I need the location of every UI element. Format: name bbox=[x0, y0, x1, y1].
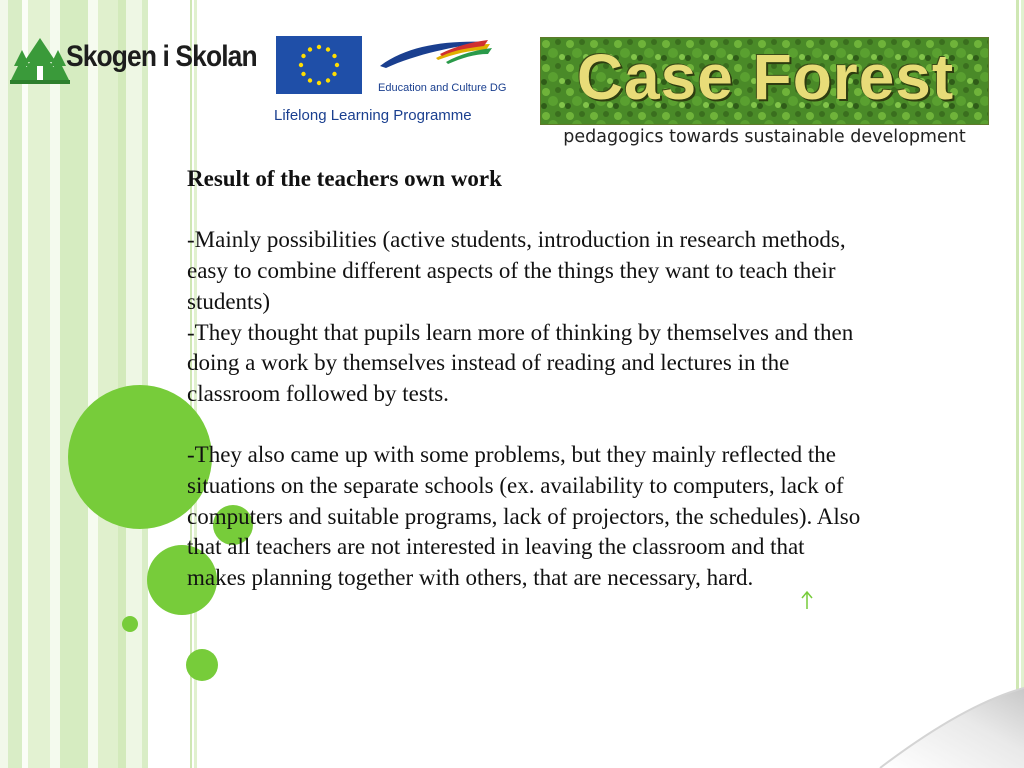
eu-lifelong-learning-logo bbox=[272, 32, 518, 132]
paragraph-possibilities: -Mainly possibilities (active students, introduction in research methods, easy to combine different aspects of the things they want to teach their students) bbox=[187, 227, 846, 314]
decorative-dot bbox=[122, 616, 138, 632]
page-curl-decoration bbox=[800, 660, 1024, 768]
case-forest-logo bbox=[540, 37, 989, 155]
case-forest-title: Case Forest bbox=[576, 41, 955, 113]
slide-content bbox=[187, 164, 867, 594]
arrow-up-icon bbox=[800, 590, 814, 610]
decorative-circle-bottom bbox=[186, 649, 218, 681]
paragraph-problems: -They also came up with some problems, but they mainly reflected the situations on the separate schools (ex. availability to computers, lack of computers and suitable programs, lack of projectors, the schedules). Also that all teachers are not interested in leaving the classroom and that makes planning together with others, that are necessary, hard. bbox=[187, 442, 861, 591]
case-forest-subtitle: pedagogics towards sustainable development bbox=[563, 127, 966, 147]
education-culture-label: Education and Culture DG bbox=[378, 82, 507, 94]
case-forest-banner bbox=[540, 37, 989, 125]
eu-flag-icon bbox=[276, 36, 362, 94]
skogen-logo-text: Skogen i Skolan bbox=[66, 40, 257, 73]
slide-heading: Result of the teachers own work bbox=[187, 166, 502, 191]
paragraph-pupils-learning: -They thought that pupils learn more of thinking by themselves and then doing a work by themselves instead of reading and lectures in the classroom followed by tests. bbox=[187, 319, 854, 406]
tree-logo-icon bbox=[10, 36, 70, 88]
skogen-i-skolan-logo bbox=[0, 30, 270, 90]
lifelong-learning-label: Lifelong Learning Programme bbox=[274, 107, 472, 124]
education-culture-swoosh-icon bbox=[376, 36, 494, 72]
